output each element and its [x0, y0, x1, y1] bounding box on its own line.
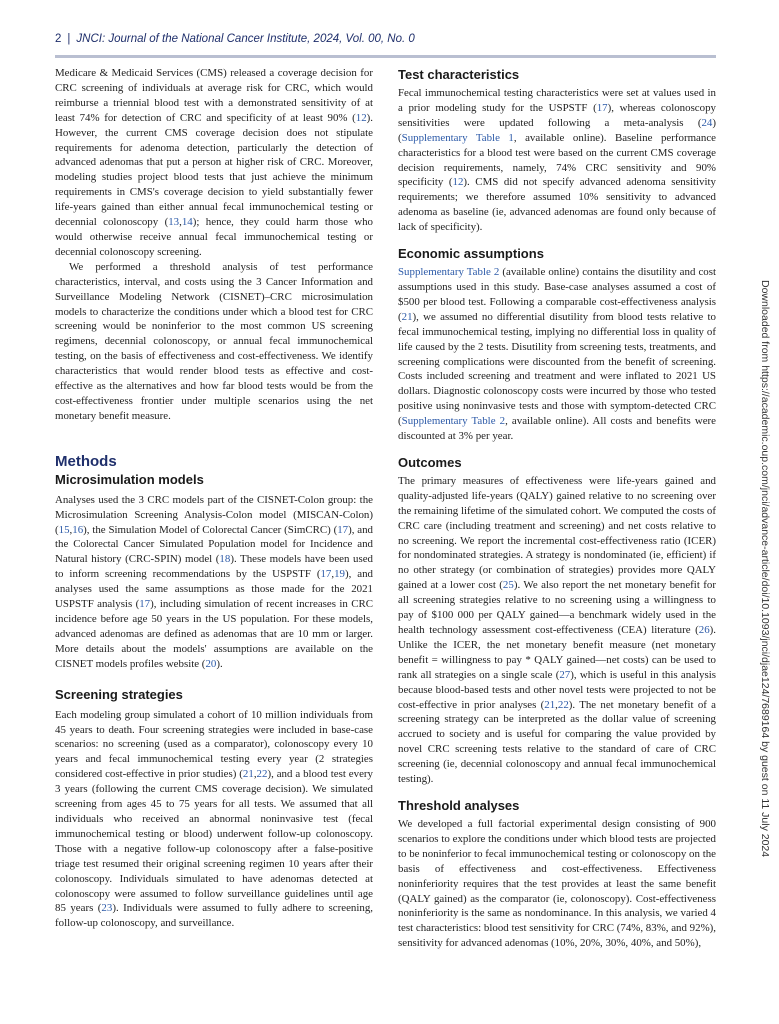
outcomes-paragraph: The primary measures of effectiveness were life-years gained and quality-adjusted life-years (QALY) gained relative to no screening over the remaining lifetime of the simulated cohort. We computed the costs of CRC care (including treatment and screening) and net costs relative to no screening. We report the incremental cost-effectiveness ratio (ICER) for nondominated strategies. A strategy is nondominated (ie, efficient) if no other strategy (or combination of strategies) provides more QALY gained at a lower cost (25). We also report the net monetary benefit for all screening strategies relative to no screening using a willingness to pay of $100 000 per QALY gained—a benchmark widely used in the health technology assessment cost-effectiveness (CEA) literature (26). Unlike the ICER, the net monetary benefit measure (net monetary benefit = willingness to pay * QALY gained—net costs) can be used to rank all strategies on a single scale (27), which is useful in this analysis because blood-based tests and other novel tests were projected to not be cost-effective in prior analyses (21,22). The net monetary benefit of a screening strategy can be interpreted as the dollar value of screening accrued to society and is useful for comparing the value provided by novel CRC screening tests relative to the standard of care of CRC screening (ie, decennial colonoscopy and annual fecal immunochemical testing).	[398, 474, 716, 786]
journal-citation: JNCI: Journal of the National Cancer Institute, 2024, Vol. 00, No. 0	[76, 33, 415, 45]
ref-link[interactable]: 18	[219, 553, 231, 566]
methods-heading: Methods	[55, 452, 117, 470]
threshold-analyses-paragraph: We developed a full factorial experimental design consisting of 900 scenarios to explore the conditions under which blood tests are projected to be noninferior to fecal immunochemical testing or colonoscopy on the basis of effectiveness and cost-effectiveness. Effectiveness noninferiority requires that the test provides at least the same benefit (QALY gained) as the comparator (ie, colonoscopy). Cost-effectiveness noninferiority is the same as nondominance. In this analysis, we varied 4 test characteristics: blood test sensitivity for CRC (74%, 83%, and 92%), sensitivity for advanced adenomas (10%, 20%, 30%, 40%, and 50%),	[398, 817, 716, 950]
threshold-analyses-heading: Threshold analyses	[398, 797, 520, 813]
header-separator: |	[67, 33, 71, 45]
test-characteristics-heading: Test characteristics	[398, 67, 520, 82]
download-watermark-text: Downloaded from https://academic.oup.com/jnci/advance-article/doi/10.1093/jnci/djae124/7689164 by guest on 11 July 2024	[759, 280, 771, 858]
ref-link[interactable]: 14	[181, 216, 193, 229]
download-watermark	[757, 280, 771, 940]
intro-paragraph-2: We performed a threshold analysis of test performance characteristics, interval, and costs using the 3 Cancer Information and Surveillance Modeling Network (CISNET)–CRC microsimulation models to characterize the conditions under which a blood test for CRC screening would be noninferior to the most common US screening regimens, decennial colonoscopy, or annual fecal immunochemical testing, on the basis of effectiveness and cost-effectiveness. We identify characteristics that would render blood tests as effective and cost-effective as the alternatives and how far blood tests would be from the cost-effectiveness frontier under multiple scenarios using the net monetary benefit measure.	[55, 260, 373, 422]
outcomes-heading: Outcomes	[398, 454, 462, 470]
ref-link[interactable]: 23	[101, 902, 113, 915]
ref-link[interactable]: 20	[205, 657, 217, 670]
economic-assumptions-paragraph: Supplementary Table 2 (available online) contains the disutility and cost assumptions used in this study. Base-case analyses assumed a cost of $500 per blood test. Following a comparable cost-effectiveness analysis (21), we assumed no differential disutility from blood tests relative to fecal immunochemical testing, implying no differential loss in quality of life caused by the 2 tests. Disutility from screening tests, treatments, and screening complications were discounted from the benefit of screening. Costs included screening and treatment and were inflated to 2021 US dollars. Diagnostic colonoscopy costs were incurred by those who tested positive using noninvasive tests and those with symptom-detected CRC (Supplementary Table 2, available online). All costs and benefits were discounted at 3% per year.	[398, 266, 716, 443]
ref-link[interactable]: 26	[698, 624, 710, 636]
page-number: 2	[55, 33, 62, 45]
running-head	[55, 33, 415, 45]
test-characteristics-paragraph: Fecal immunochemical testing characteristics were set at values used in a prior modeling study for the USPSTF (17), whereas colonoscopy sensitivities were updated following a meta-analysis (24) (Supplementary Table 1, available online). Baseline performance characteristics for a blood test were based on the current CMS coverage decision requirements, namely, 74% CRC sensitivity and 90% specificity (12). CMS did not specify advanced adenoma sensitivity requirements; we therefore assumed 10% sensitivity to advanced adenoma as baseline (ie, advanced adenomas are found only because of lack of specificity).	[398, 87, 716, 234]
ref-link[interactable]: 19	[334, 568, 345, 581]
right-column	[398, 66, 716, 951]
screening-strategies-heading: Screening strategies	[55, 686, 183, 702]
ref-link[interactable]: 21	[401, 310, 413, 323]
ref-link[interactable]: 12	[452, 176, 464, 189]
microsimulation-heading: Microsimulation models	[55, 471, 204, 487]
ref-link[interactable]: 17	[596, 101, 608, 114]
economic-assumptions-heading: Economic assumptions	[398, 246, 544, 262]
ref-link[interactable]: 27	[559, 668, 571, 681]
ref-link[interactable]: 15	[58, 523, 70, 536]
ref-link[interactable]: 21	[544, 698, 556, 711]
ref-link[interactable]: 17	[139, 598, 151, 611]
left-column	[55, 66, 373, 931]
microsimulation-paragraph: Analyses used the 3 CRC models part of the CISNET-Colon group: the Microsimulation Screening Analysis-Colon model (MISCAN-Colon) (15,16), the Simulation Model of Colorectal Cancer (SimCRC) (17), and the Colorectal Cancer Simulated Population model for Incidence and Natural history (CRC-SPIN) model (18). These models have been used to inform screening recommendations by the USPSTF (17,19), and analyses used the same assumptions as those made for the 2021 USPSTF analysis (17), including simulation of recent increases in CRC incidence before age 50 years in the US population. For these models, advanced adenomas are defined as adenomas that are 10 mm or larger. More details about the models' assumptions are available on the CISNET models profiles website (20).	[55, 493, 374, 670]
screening-strategies-paragraph: Each modeling group simulated a cohort of 10 million individuals from 45 years to death. Four screening strategies were included in base-case scenarios: no screening (used as a comparator), colonoscopy every 10 years and fecal immunochemical testing every year (2 strategies considered cost-effective in prior studies) (21,22), and a blood test every 3 years (following the current CMS coverage decision). We simulated screening from ages 45 to 75 years for all tests. We assumed that all individuals who received an abnormal noninvasive test (fecal immunochemical testing or blood) underwent follow-up colonoscopy. Those with a negative follow-up colonoscopy after a false-positive triage test resumed their original screening regimen 10 years after their colonoscopy. Individuals simulated to have adenomas detected at colonoscopy were assumed to follow surveillance guidelines until age 85 years (23). Individuals were assumed to fully adhere to screening, follow-up colonoscopy, and surveillance.	[55, 708, 373, 930]
ref-link[interactable]: 21	[242, 768, 254, 781]
supplementary-table-link[interactable]: Supplementary Table 2	[398, 266, 500, 279]
ref-link[interactable]: 24	[701, 116, 713, 129]
ref-link[interactable]: 16	[72, 523, 84, 536]
ref-link[interactable]: 12	[355, 111, 367, 124]
ref-link[interactable]: 22	[256, 768, 268, 781]
intro-paragraph-1: Medicare & Medicaid Services (CMS) released a coverage decision for CRC screening of individuals at average risk for CRC, which would reimburse a triennial blood test with a demonstrated sensitivity of at least 74% for detection of CRC and specificity of at least 90% (12). However, the current CMS coverage decision does not stipulate requirements for adenoma detection, particularly the detection of advanced adenomas that put a person at higher risk of CRC. Moreover, modeling studies project blood tests that just achieve the minimum requirements in CMS's coverage decision to yield substantially fewer life-years gained than either annual fecal immunochemical testing or decennial colonoscopy (13,14); hence, they could harm those who would otherwise receive annual fecal immunochemical testing or decennial colonoscopy screening.	[55, 67, 374, 258]
ref-link[interactable]: 17	[320, 568, 332, 581]
supplementary-table-link[interactable]: Supplementary Table 2	[401, 415, 506, 428]
ref-link[interactable]: 25	[502, 579, 514, 592]
ref-link[interactable]: 13	[168, 216, 180, 229]
header-rule	[55, 55, 716, 58]
supplementary-table-link[interactable]: Supplementary Table 1	[401, 131, 514, 144]
ref-link[interactable]: 22	[557, 698, 569, 711]
ref-link[interactable]: 17	[337, 523, 349, 536]
